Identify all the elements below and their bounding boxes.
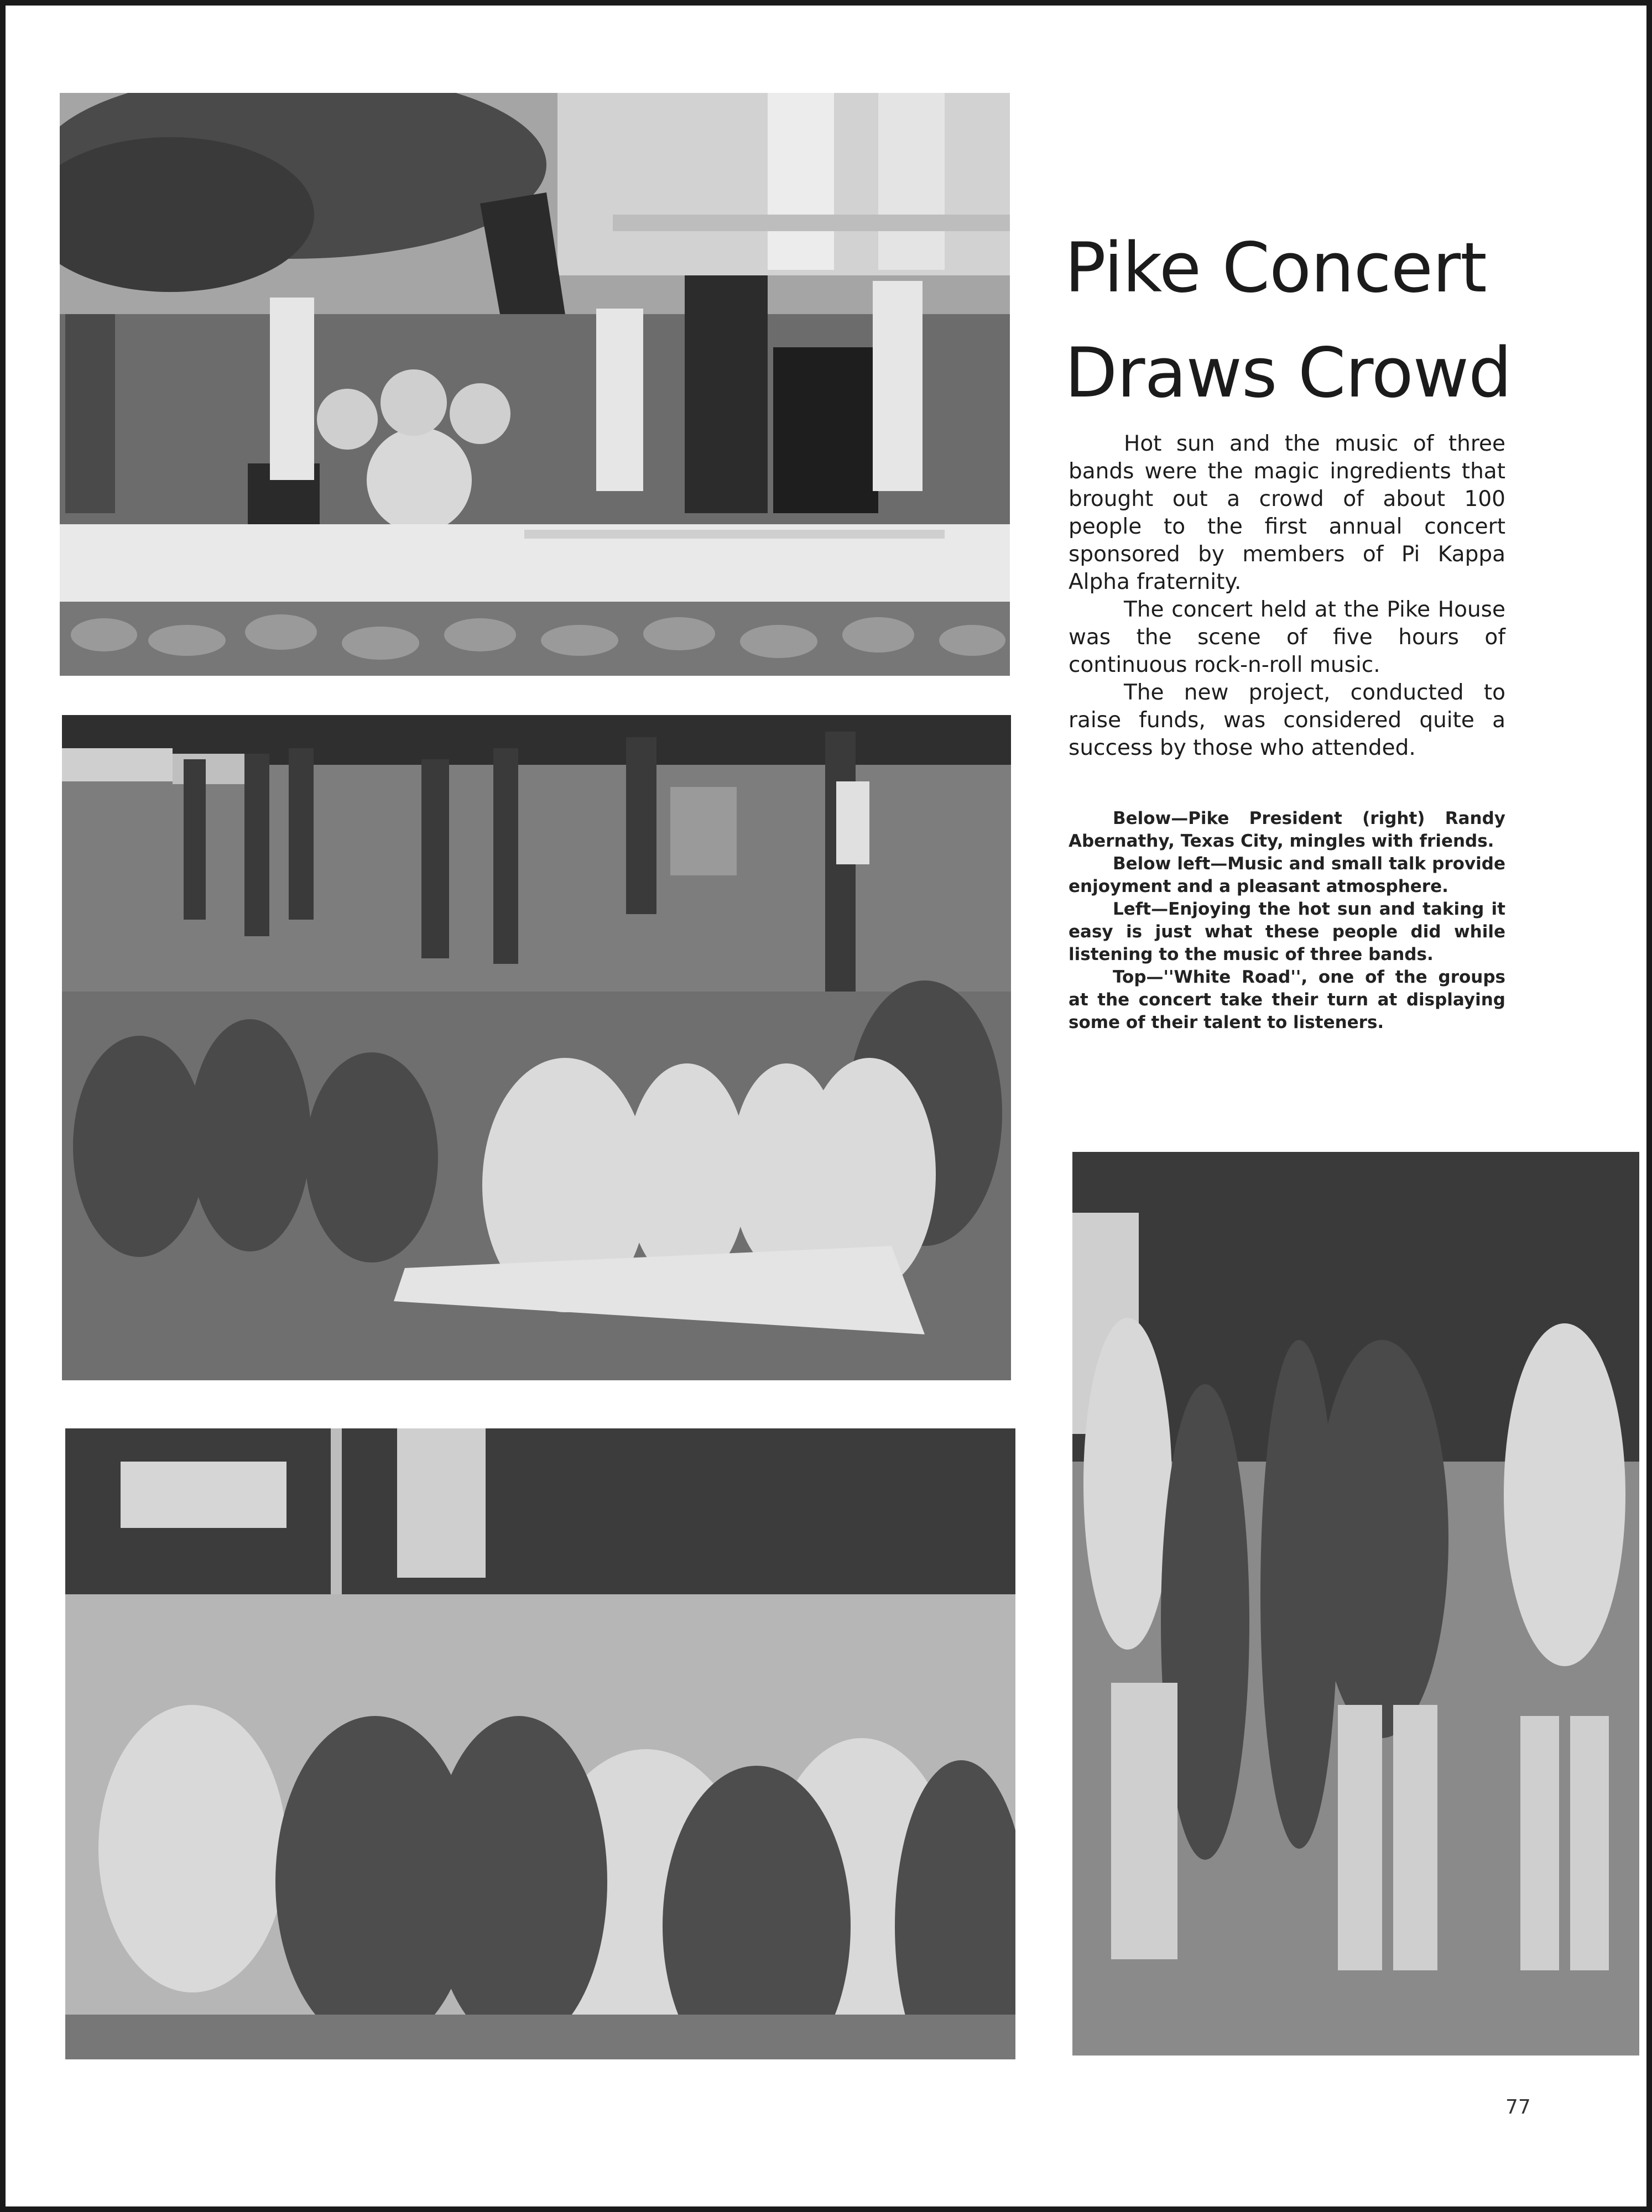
- group-seated-photo: [65, 1428, 1015, 2059]
- body-paragraph: The concert held at the Pike House was the scene of five hours of continuous rock-n-roll music.: [1069, 597, 1505, 677]
- photo-captions: [1069, 807, 1505, 1034]
- body-paragraph: Hot sun and the music of three bands were the magic ingredients that brought out a crowd of about 100 people to the first annual concert sponsored by members of Pi Kappa Alpha fraternity.: [1069, 431, 1505, 594]
- caption-left: Left—Enjoying the hot sun and taking it easy is just what these people did while listening to the music of three bands.: [1069, 899, 1505, 964]
- band-stage-photo: [60, 93, 1010, 676]
- body-paragraph: The new project, conducted to raise funds, was considered quite a success by those who attended.: [1069, 680, 1505, 760]
- caption-below: Below—Pike President (right) Randy Abernathy, Texas City, mingles with friends.: [1069, 808, 1505, 851]
- page-number: 77: [1505, 2096, 1531, 2119]
- lawn-crowd-photo: [62, 715, 1011, 1380]
- article-title: [1065, 216, 1512, 426]
- title-line-2: Draws Crowd: [1065, 333, 1512, 413]
- caption-below-left: Below left—Music and small talk provide enjoyment and a pleasant atmosphere.: [1069, 854, 1505, 896]
- friends-standing-photo: [1072, 1152, 1639, 2056]
- yearbook-page: [6, 6, 1646, 2206]
- caption-top: Top—''White Road'', one of the groups at the concert take their turn at displaying some of their talent to listeners.: [1069, 967, 1505, 1032]
- title-line-1: Pike Concert: [1065, 228, 1487, 308]
- article-body: [1069, 430, 1505, 762]
